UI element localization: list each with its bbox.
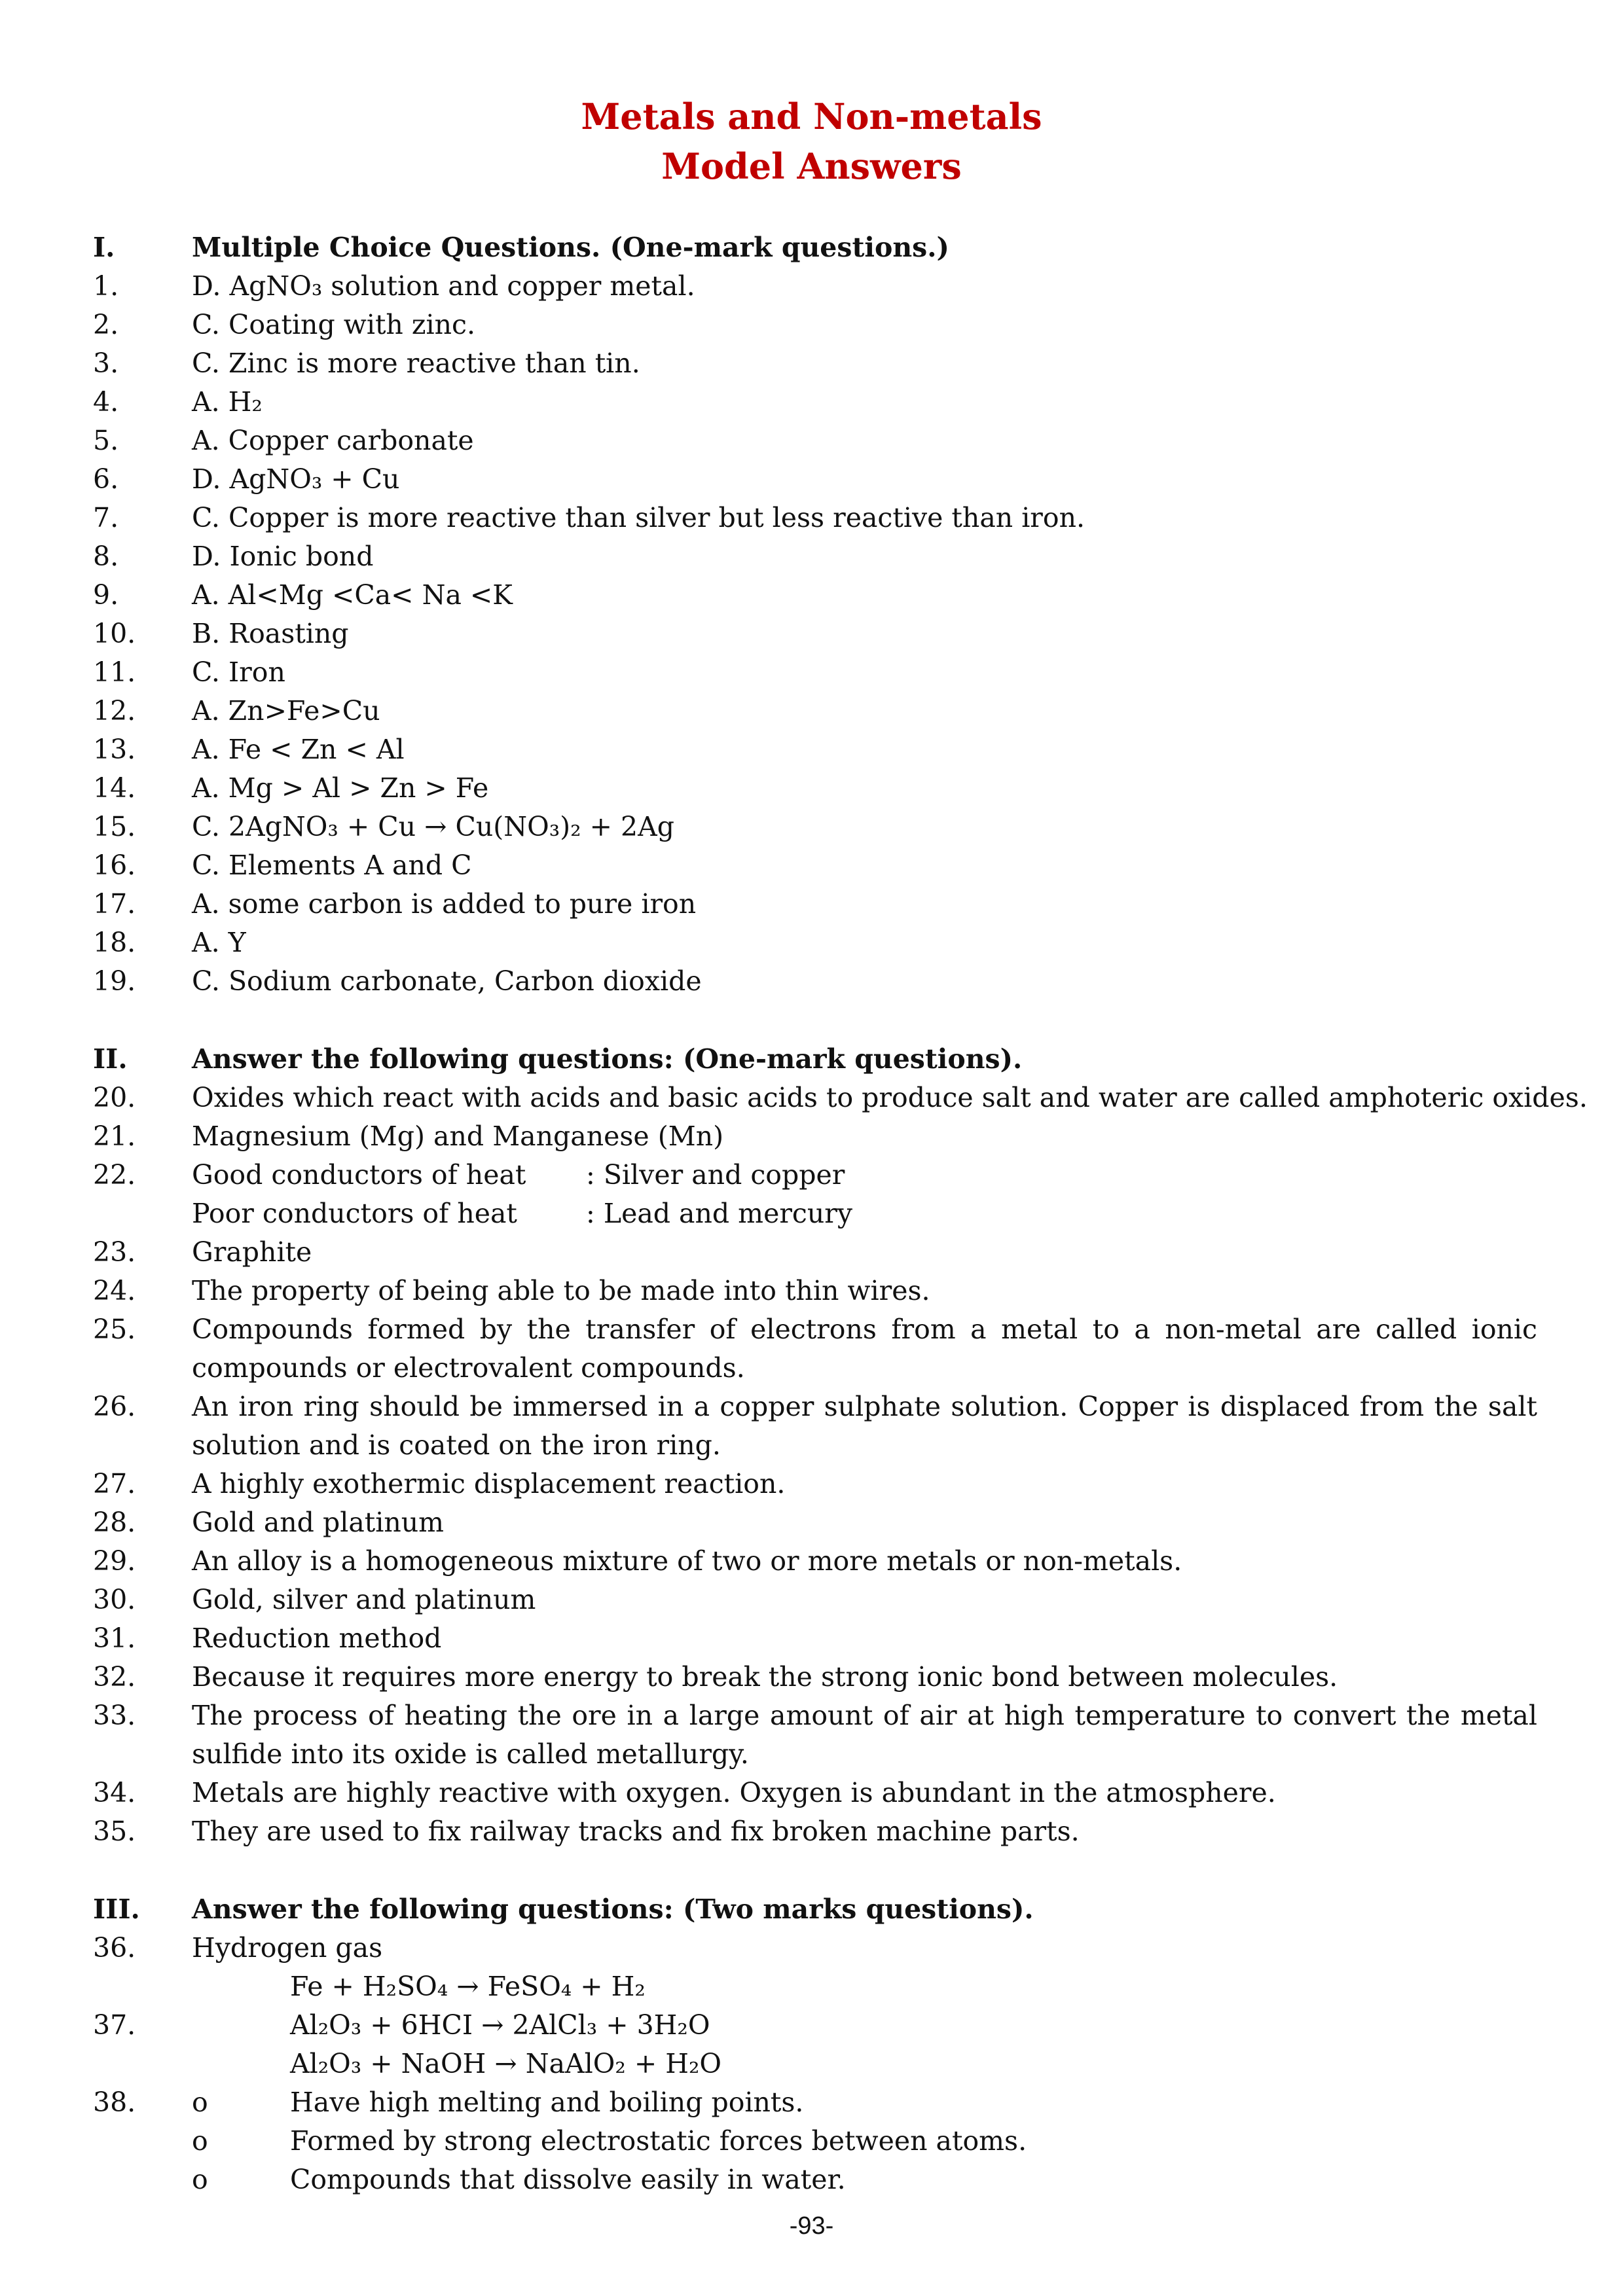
answer-text: A. Al<Mg <Ca< Na <K: [192, 579, 513, 611]
answer-text: B. Roasting: [192, 618, 349, 649]
answer-text: Gold, silver and platinum: [192, 1584, 536, 1615]
section-heading: Multiple Choice Questions. (One-mark questions.): [192, 232, 949, 263]
answer-text: D. AgNO₃ + Cu: [192, 463, 400, 495]
answer-number: 23.: [93, 1236, 136, 1268]
conductor-label: Poor conductors of heat: [192, 1198, 517, 1229]
chemical-equation: Fe + H₂SO₄ → FeSO₄ + H₂: [290, 1971, 646, 2002]
answer-number: 5.: [93, 425, 119, 456]
section-heading: Answer the following questions: (One-mark questions).: [192, 1043, 1023, 1075]
answer-number: 33.: [93, 1700, 136, 1731]
answer-number: 22.: [93, 1159, 136, 1191]
answer-number: 17.: [93, 888, 136, 920]
bullet-marker: o: [192, 2087, 208, 2118]
answer-text: C. Sodium carbonate, Carbon dioxide: [192, 965, 702, 997]
answer-text: C. Copper is more reactive than silver but less reactive than iron.: [192, 502, 1085, 533]
answer-number: 18.: [93, 927, 136, 958]
page-subtitle: Model Answers: [661, 145, 962, 187]
answer-text: Metals are highly reactive with oxygen. Oxygen is abundant in the atmosphere.: [192, 1777, 1276, 1808]
answer-text: A highly exothermic displacement reaction.: [192, 1468, 786, 1499]
answer-text: Gold and platinum: [192, 1507, 445, 1538]
answer-number: 16.: [93, 850, 136, 881]
answer-number: 2.: [93, 309, 119, 340]
answer-number: 27.: [93, 1468, 136, 1499]
answer-text: C. Elements A and C: [192, 850, 472, 881]
answer-text: Graphite: [192, 1236, 312, 1268]
bullet-marker: o: [192, 2164, 208, 2195]
answer-number: 4.: [93, 386, 119, 418]
answer-text: C. Zinc is more reactive than tin.: [192, 348, 640, 379]
answer-number: 28.: [93, 1507, 136, 1538]
answer-number: 13.: [93, 734, 136, 765]
answer-number: 8.: [93, 541, 119, 572]
answer-text: C. Coating with zinc.: [192, 309, 475, 340]
answer-number: 15.: [93, 811, 136, 842]
answer-number: 37.: [93, 2009, 136, 2041]
answer-text: A. H₂: [192, 386, 263, 418]
answer-number: 14.: [93, 772, 136, 804]
bullet-text: Formed by strong electrostatic forces between atoms.: [290, 2125, 1027, 2157]
section-heading: Answer the following questions: (Two marks questions).: [192, 1893, 1034, 1925]
answer-text: The process of heating the ore in a large amount of air at high temperature to convert the metal sulfide into its oxide is called metallurgy.: [192, 1700, 1537, 1770]
answer-text: Reduction method: [192, 1623, 442, 1654]
answer-number: 31.: [93, 1623, 136, 1654]
answer-text: A. Zn>Fe>Cu: [192, 695, 380, 726]
answer-text: A. Copper carbonate: [192, 425, 474, 456]
answer-text: C. 2AgNO₃ + Cu → Cu(NO₃)₂ + 2Ag: [192, 811, 674, 842]
answer-number: 35.: [93, 1816, 136, 1847]
answer-number: 25.: [93, 1314, 136, 1345]
page-number: -93-: [789, 2212, 834, 2240]
section-number: II.: [93, 1043, 128, 1075]
answer-number: 30.: [93, 1584, 136, 1615]
answer-number: 21.: [93, 1121, 136, 1152]
answer-text: A. some carbon is added to pure iron: [192, 888, 697, 920]
answer-number: 11.: [93, 656, 136, 688]
conductor-value: : Silver and copper: [586, 1159, 845, 1191]
section-number: III.: [93, 1893, 140, 1925]
answer-text: Magnesium (Mg) and Manganese (Mn): [192, 1121, 724, 1152]
bullet-text: Compounds that dissolve easily in water.: [290, 2164, 846, 2195]
answer-number: 29.: [93, 1545, 136, 1577]
answer-number: 10.: [93, 618, 136, 649]
bullet-marker: o: [192, 2125, 208, 2157]
chemical-equation: Al₂O₃ + NaOH → NaAlO₂ + H₂O: [290, 2048, 722, 2079]
answer-number: 12.: [93, 695, 136, 726]
answer-number: 20.: [93, 1082, 136, 1113]
answer-number: 34.: [93, 1777, 136, 1808]
answer-number: 19.: [93, 965, 136, 997]
answer-number: 6.: [93, 463, 119, 495]
answer-text: An iron ring should be immersed in a copper sulphate solution. Copper is displaced from the salt solution and is coated on the iron ring.: [192, 1391, 1537, 1461]
answer-text: A. Mg > Al > Zn > Fe: [192, 772, 489, 804]
conductor-label: Good conductors of heat: [192, 1159, 526, 1191]
answer-text: Hydrogen gas: [192, 1932, 383, 1964]
answer-text: A. Y: [192, 927, 246, 958]
answer-text: Compounds formed by the transfer of electrons from a metal to a non-metal are called ionic compounds or electrovalent compounds.: [192, 1314, 1537, 1384]
answer-text: D. AgNO₃ solution and copper metal.: [192, 270, 695, 302]
answer-number: 32.: [93, 1661, 136, 1693]
answer-number: 1.: [93, 270, 119, 302]
section-number: I.: [93, 232, 115, 263]
answer-text: The property of being able to be made into thin wires.: [192, 1275, 930, 1306]
answer-text: C. Iron: [192, 656, 285, 688]
bullet-text: Have high melting and boiling points.: [290, 2087, 804, 2118]
answer-text: They are used to fix railway tracks and fix broken machine parts.: [192, 1816, 1080, 1847]
conductor-value: : Lead and mercury: [586, 1198, 853, 1229]
answer-text: Oxides which react with acids and basic acids to produce salt and water are called amphoteric oxides.: [192, 1082, 1588, 1113]
chemical-equation: Al₂O₃ + 6HCI → 2AlCl₃ + 3H₂O: [290, 2009, 710, 2041]
answer-text: A. Fe < Zn < Al: [192, 734, 405, 765]
answer-text: An alloy is a homogeneous mixture of two or more metals or non-metals.: [192, 1545, 1182, 1577]
answer-number: 7.: [93, 502, 119, 533]
answer-number: 3.: [93, 348, 119, 379]
page-title: Metals and Non-metals: [581, 96, 1042, 137]
answer-number: 9.: [93, 579, 119, 611]
answer-text: D. Ionic bond: [192, 541, 374, 572]
answer-text: Because it requires more energy to break the strong ionic bond between molecules.: [192, 1661, 1338, 1693]
answer-number: 36.: [93, 1932, 136, 1964]
answer-number: 24.: [93, 1275, 136, 1306]
answer-number: 38.: [93, 2087, 136, 2118]
answer-number: 26.: [93, 1391, 136, 1422]
